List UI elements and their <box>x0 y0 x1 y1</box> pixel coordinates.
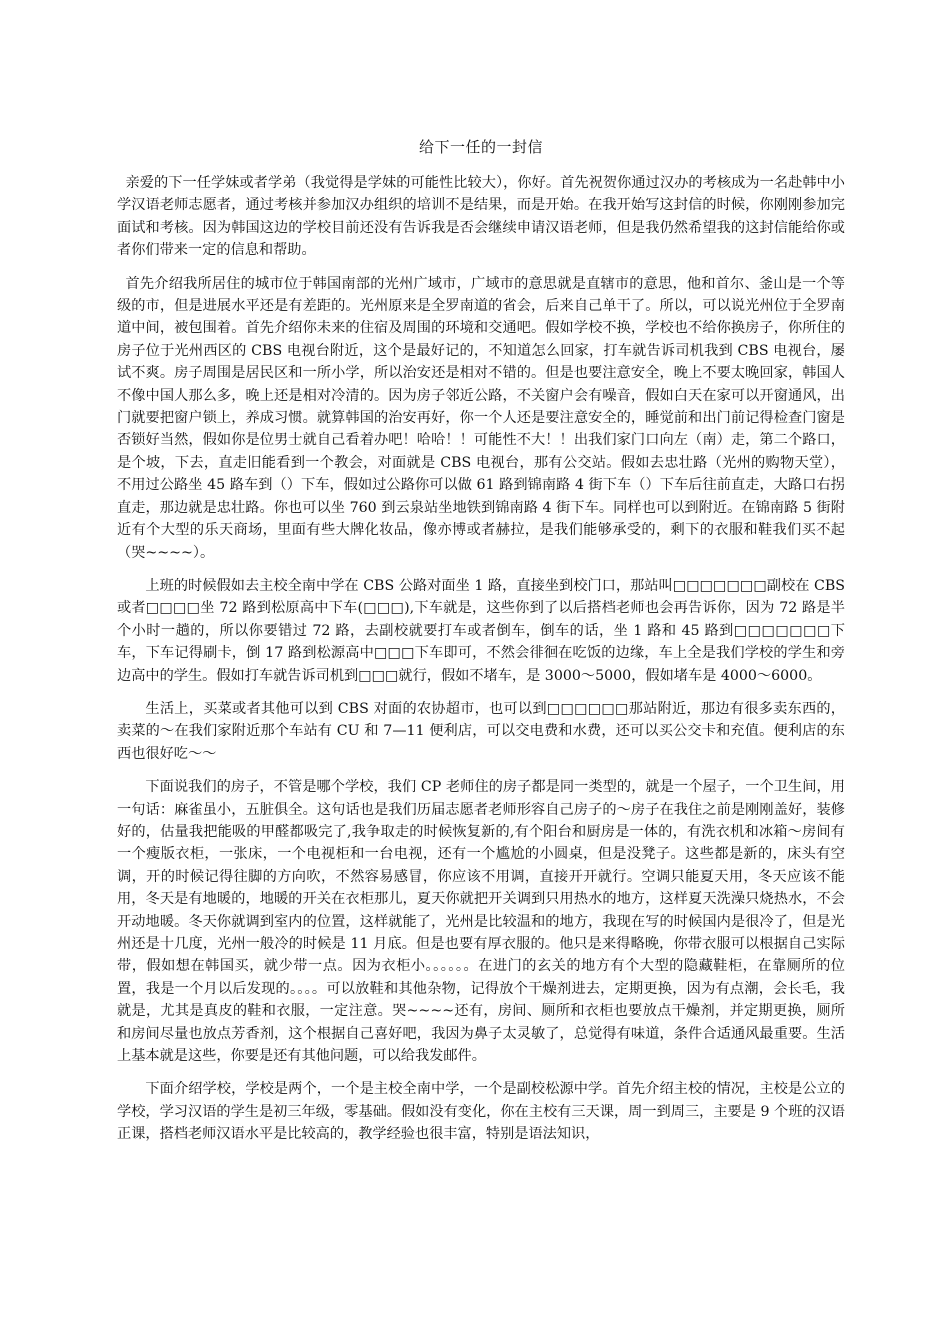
paragraph-commute: 上班的时候假如去主校全南中学在 CBS 公路对面坐 1 路，直接坐到校门口，那站叫□□□□□□□副校在 CBS 或者□□□□坐 72 路到松原高中下车(□□□),下车就是，这些你到了以后搭档老师也会再告诉你，因为 72 路是半个小时一趟的，所以你要错过 72 路，去副校就要打车或者倒车，倒车的话，坐 1 路和 45 路到□□□□□□□下车，下车记得刷卡，倒 17 路到松源高中□□□下车即可，不然会徘徊在吃饭的边缘，车上全是我们学校的学生和旁边高中的学生。假如打车就告诉司机到□□□就行，假如不堵车，是 3000～5000，假如堵车是 4000～6000。 <box>117 577 845 684</box>
document-page <box>117 136 845 1157</box>
paragraph-daily-life: 生活上，买菜或者其他可以到 CBS 对面的农协超市，也可以到□□□□□□那站附近，那边有很多卖东西的，卖菜的～在我们家附近那个车站有 CU 和 7—11 便利店，可以交电费和水费，还可以买公交卡和充值。便利店的东西也很好吃～～ <box>117 700 845 762</box>
paragraph-greeting: 亲爱的下一任学妹或者学弟（我觉得是学妹的可能性比较大），你好。首先祝贺你通过汉办的考核成为一名赴韩中小学汉语老师志愿者，通过考核并参加汉办组织的培训不是结果，而是开始。在我开始写这封信的时候，你刚刚参加完面试和考核。因为韩国这边的学校目前还没有告诉我是否会继续申请汉语老师，但是我仍然希望我的这封信能给你或者你们带来一定的信息和帮助。 <box>117 175 845 259</box>
paragraph-schools: 下面介绍学校，学校是两个，一个是主校全南中学，一个是副校松源中学。首先介绍主校的情况，主校是公立的学校，学习汉语的学生是初三年级，零基础。假如没有变化，你在主校有三天课，周一到周三，主要是 9 个班的汉语正课，搭档老师汉语水平是比较高的，教学经验也很丰富，特别是语法知识， <box>117 1081 845 1143</box>
paragraph-apartment: 下面说我们的房子，不管是哪个学校，我们 CP 老师住的房子都是同一类型的，就是一个屋子，一个卫生间，用一句话：麻雀虽小，五脏俱全。这句话也是我们历届志愿者老师形容自己房子的～房子在我住之前是刚刚盖好，装修好的，估量我把能吸的甲醛都吸完了,我争取走的时候恢复新的,有个阳台和厨房是一体的，有洗衣机和冰箱～房间有一个瘦版衣柜，一张床，一个电视柜和一台电视，还有一个尴尬的小圆桌，但是没凳子。这些都是新的，床头有空调，开的时候记得往脚的方向吹，不然容易感冒，你应该不用调，直接开开就行。空调只能夏天用，冬天应该不能用，冬天是有地暖的，地暖的开关在衣柜那儿，夏天你就把开关调到只用热水的地方，这样夏天洗澡只烧热水，不会开动地暖。冬天你就调到室内的位置，这样就能了，光州是比较温和的地方，我现在写的时候国内是很冷了，但是光州还是十几度，光州一般冷的时候是 11 月底。但是也要有厚衣服的。他只是来得略晚，你带衣服可以根据自己实际带，假如想在韩国买，就少带一点。因为衣柜小。。。。。。在进门的玄关的地方有个大型的隐藏鞋柜，在靠厕所的位置，我是一个月以后发现的。。。。可以放鞋和其他杂物，记得放个干燥剂进去，定期更换，因为有点潮，会长毛，我就是，尤其是真皮的鞋和衣服，一定注意。哭~~~~还有，房间、厕所和衣柜也要放点干燥剂，并定期更换，厕所和房间尽量也放点芳香剂，这个根据自己喜好吧，我因为鼻子太灵敏了，总觉得有味道，条件合适通风最重要。生活上基本就是这些，你要是还有其他问题，可以给我发邮件。 <box>117 779 845 1065</box>
paragraph-city-and-housing: 首先介绍我所居住的城市位于韩国南部的光州广域市，广域市的意思就是直辖市的意思，他和首尔、釜山是一个等级的市，但是进展水平还是有差距的。光州原来是全罗南道的省会，后来自己单干了。所以，可以说光州位于全罗南道中间，被包围着。首先介绍你未来的住宿及周围的环境和交通吧。假如学校不换，学校也不给你换房子，你所住的房子位于光州西区的 CBS 电视台附近，这个是最好记的，不知道怎么回家，打车就告诉司机我到 CBS 电视台，屡试不爽。房子周围是居民区和一所小学，所以治安还是相对不错的。但是也要注意安全，晚上不要太晚回家，韩国人不像中国人那么多，晚上还是相对冷清的。因为房子邻近公路，不关窗户会有噪音，假如白天在家可以开窗通风，出门就要把窗户锁上，养成习惯。就算韩国的治安再好，你一个人还是要注意安全的，睡觉前和出门前记得检查门窗是否锁好当然，假如你是位男士就自己看着办吧！哈哈！！可能性不大！！出我们家门口向左（南）走，第二个路口，是个坡，下去，直走旧能看到一个教会，对面就是 CBS 电视台，那有公交站。假如去忠壮路（光州的购物天堂），不用过公路坐 45 路车到（）下车，假如过公路你可以做 61 路到锦南路 4 街下车（）下车后往前直走，大路口右拐直走，那边就是忠壮路。你也可以坐 760 到云泉站坐地铁到锦南路 4 街下车。同样也可以到附近。在锦南路 5 街附近有个大型的乐天商场，里面有些大牌化妆品，像亦博或者赫拉，是我们能够承受的，剩下的衣服和鞋我们买不起（哭~~~~）。 <box>117 275 845 561</box>
document-title: 给下一任的一封信 <box>418 138 543 156</box>
